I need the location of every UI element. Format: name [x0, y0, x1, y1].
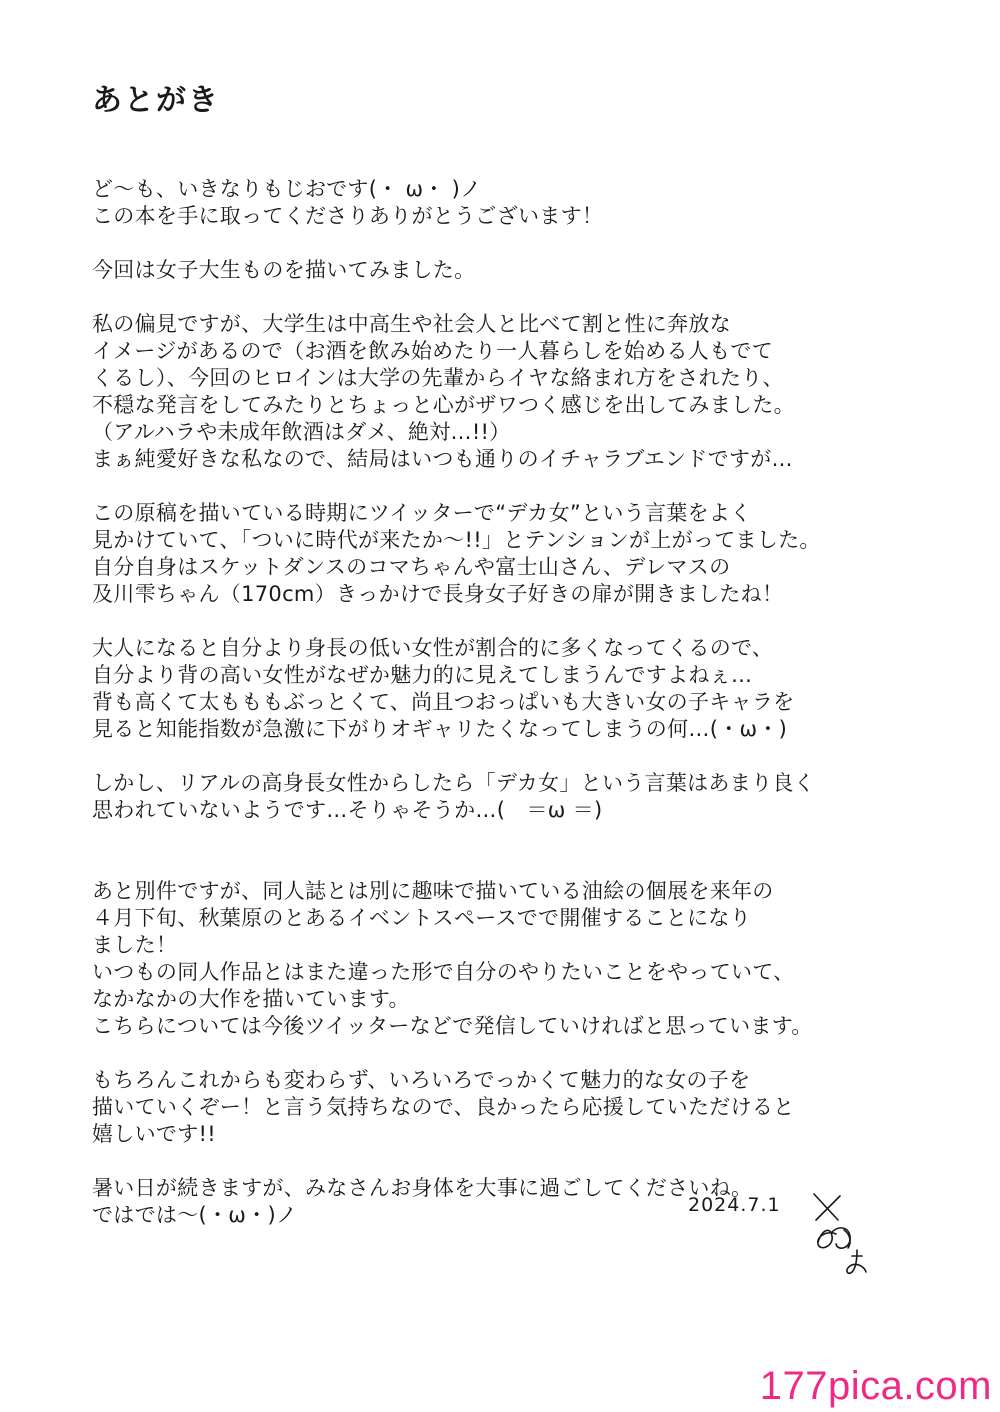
paragraph-dekaonna	[92, 500, 922, 608]
text-line: 嬉しいです!!	[92, 1122, 216, 1146]
text-line: 見かけていて、「ついに時代が来たか～!!」とテンションが上がってました。	[92, 528, 821, 552]
text-line: なかなかの大作を描いています。	[92, 987, 410, 1011]
text-line: もちろんこれからも変わらず、いろいろでっかくて魅力的な女の子を	[92, 1068, 751, 1092]
text-line: 見ると知能指数が急激に下がりオギャリたくなってしまうの何…(・ω・)	[92, 717, 788, 741]
paragraph-exhibition	[92, 878, 922, 1040]
text-line: 大人になると自分より身長の低い女性が割合的に多くなってくるので、	[92, 636, 774, 660]
text-line: あと別件ですが、同人誌とは別に趣味で描いている油絵の個展を来年の	[92, 879, 774, 903]
text-line: 及川雫ちゃん（170cm）きっかけで長身女子好きの扉が開きましたね！	[92, 582, 784, 606]
watermark-text: 177pica.com	[759, 1364, 992, 1408]
paragraph-real-opinion	[92, 770, 922, 824]
text-line: 自分より背の高い女性がなぜか魅力的に見えてしまうんですよねぇ…	[92, 663, 753, 687]
text-line: くるし）、今回のヒロインは大学の先輩からイヤな絡まれ方をされたり、	[92, 366, 784, 390]
text-line: しかし、リアルの高身長女性からしたら「デカ女」という言葉はあまり良く	[92, 771, 815, 795]
text-line: ４月下旬、秋葉原のとあるイベントスペースでで開催することになり	[92, 906, 752, 930]
date-label: 2024.7.1	[688, 1194, 781, 1216]
text-line: まぁ純愛好きな私なので、結局はいつも通りのイチャラブエンドですが…	[92, 447, 793, 471]
text-line: 思われていないようです…そりゃそうか…( ＝ω ＝)	[92, 798, 603, 822]
text-line: 背も高くて太もももぶっとくて、尚且つおっぱいも大きい女の子キャラを	[92, 690, 795, 714]
text-line: こちらについては今後ツイッターなどで発信していければと思っています。	[92, 1014, 813, 1038]
text-line: 不穏な発言をしてみたりとちょっと心がザワつく感じを出してみました。	[92, 393, 795, 417]
text-line: 描いていくぞー！と言う気持ちなので、良かったら応援していただけると	[92, 1095, 795, 1119]
paragraph-greeting	[92, 176, 922, 230]
text-line: 自分自身はスケットダンスのコマちゃんや富士山さん、デレマスの	[92, 555, 731, 579]
paragraph-theme	[92, 257, 922, 284]
paragraph-tall-women	[92, 635, 922, 743]
text-line: この本を手に取ってくださりありがとうございます！	[92, 204, 604, 228]
signature-icon	[808, 1186, 872, 1282]
text-line: 私の偏見ですが、大学生は中高生や社会人と比べて割と性に奔放な	[92, 312, 731, 336]
text-line: この原稿を描いている時期にツイッターで“デカ女”という言葉をよく	[92, 501, 752, 525]
paragraph-closing	[92, 1175, 922, 1229]
page-title: あとがき	[92, 83, 220, 118]
paragraph-support	[92, 1067, 922, 1148]
text-line: （アルハラや未成年飲酒はダメ、絶対…!!）	[92, 420, 511, 444]
paragraph-heroine	[92, 311, 922, 473]
text-line: ました！	[92, 933, 178, 957]
text-line: いつもの同人作品とはまた違った形で自分のやりたいことをやっていて、	[92, 960, 795, 984]
text-line: 今回は女子大生ものを描いてみました。	[92, 258, 476, 282]
text-line: イメージがあるので（お酒を飲み始めたり一人暮らしを始める人もでて	[92, 339, 773, 363]
text-line: 暑い日が続きますが、みなさんお身体を大事に過ごしてくださいね。	[92, 1176, 753, 1200]
text-line: ど～も、いきなりもじおです(・ ω・ )ノ	[92, 177, 482, 201]
text-line: ではでは～(・ω・)ノ	[92, 1203, 298, 1227]
afterword-body	[92, 176, 922, 1256]
